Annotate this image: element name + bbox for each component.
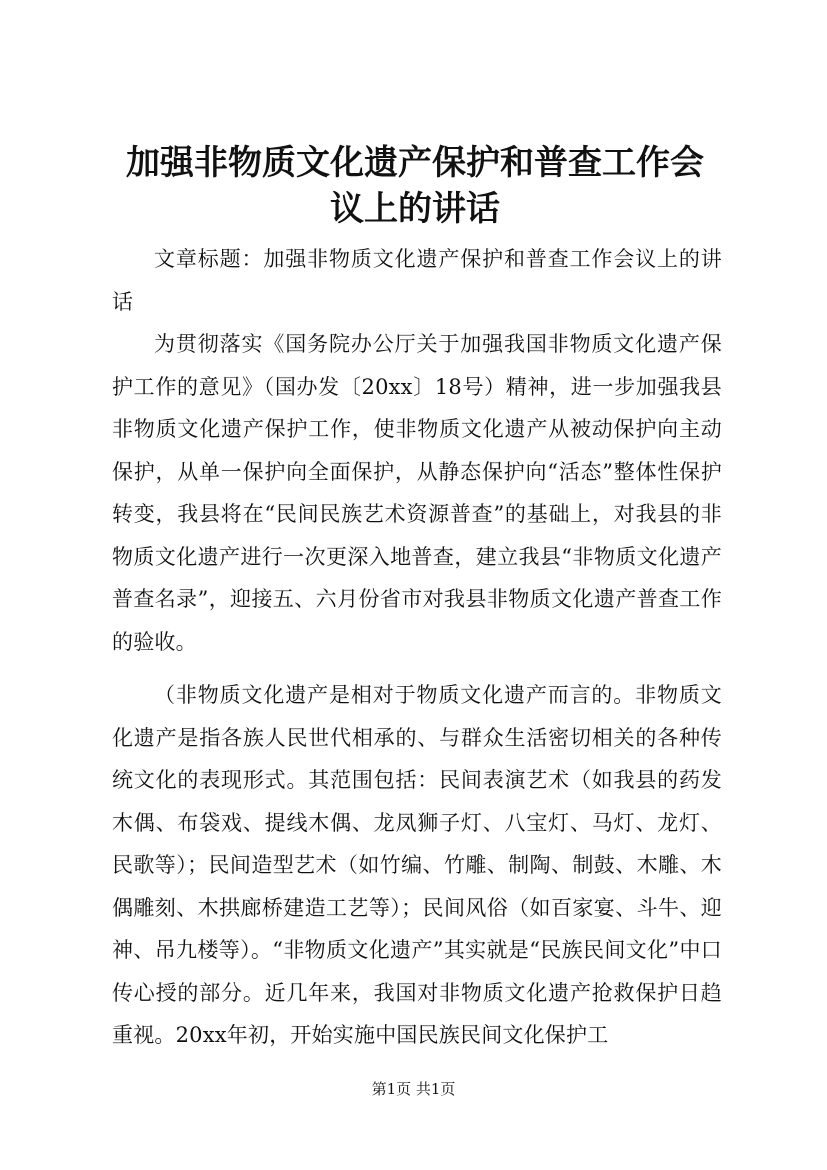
paragraph-heading-line: 文章标题：加强非物质文化遗产保护和普查工作会议上的讲话 xyxy=(112,247,722,314)
paragraph-intro: 为贯彻落实《国务院办公厅关于加强我国非物质文化遗产保护工作的意见》（国办发〔20xx〕18号）精神，进一步加强我县非物质文化遗产保护工作，使非物质文化遗产从被动保护向主动保护，从单一保护向全面保护，从静态保护向“活态”整体性保护转变，我县将在“民间民族艺术资源普查”的基础上，对我县的非物质文化遗产进行一次更深入地普查，建立我县“非物质文化遗产普查名录”，迎接五、六月份省市对我县非物质文化遗产普查工作的验收。 xyxy=(112,332,722,654)
document-title: 加强非物质文化遗产保护和普查工作会议上的讲话 xyxy=(126,143,704,229)
paragraph-definition: （非物质文化遗产是相对于物质文化遗产而言的。非物质文化遗产是指各族人民世代相承的、与群众生活密切相关的各种传统文化的表现形式。其范围包括：民间表演艺术（如我县的药发木偶、布袋戏、提线木偶、龙凤狮子灯、八宝灯、马灯、龙灯、民歌等）；民间造型艺术（如竹编、竹雕、制陶、制鼓、木雕、木偶雕刻、木拱廊桥建造工艺等）；民间风俗（如百家宴、斗牛、迎神、吊九楼等）。“非物质文化遗产”其实就是“民族民间文化”中口传心授的部分。近几年来，我国对非物质文化遗产抢救保护日趋重视。20xx年初，开始实施中国民族民间文化保护工 xyxy=(112,683,722,1047)
document-body xyxy=(112,238,722,1057)
page-footer: 第1页 共1页 xyxy=(371,1080,456,1098)
